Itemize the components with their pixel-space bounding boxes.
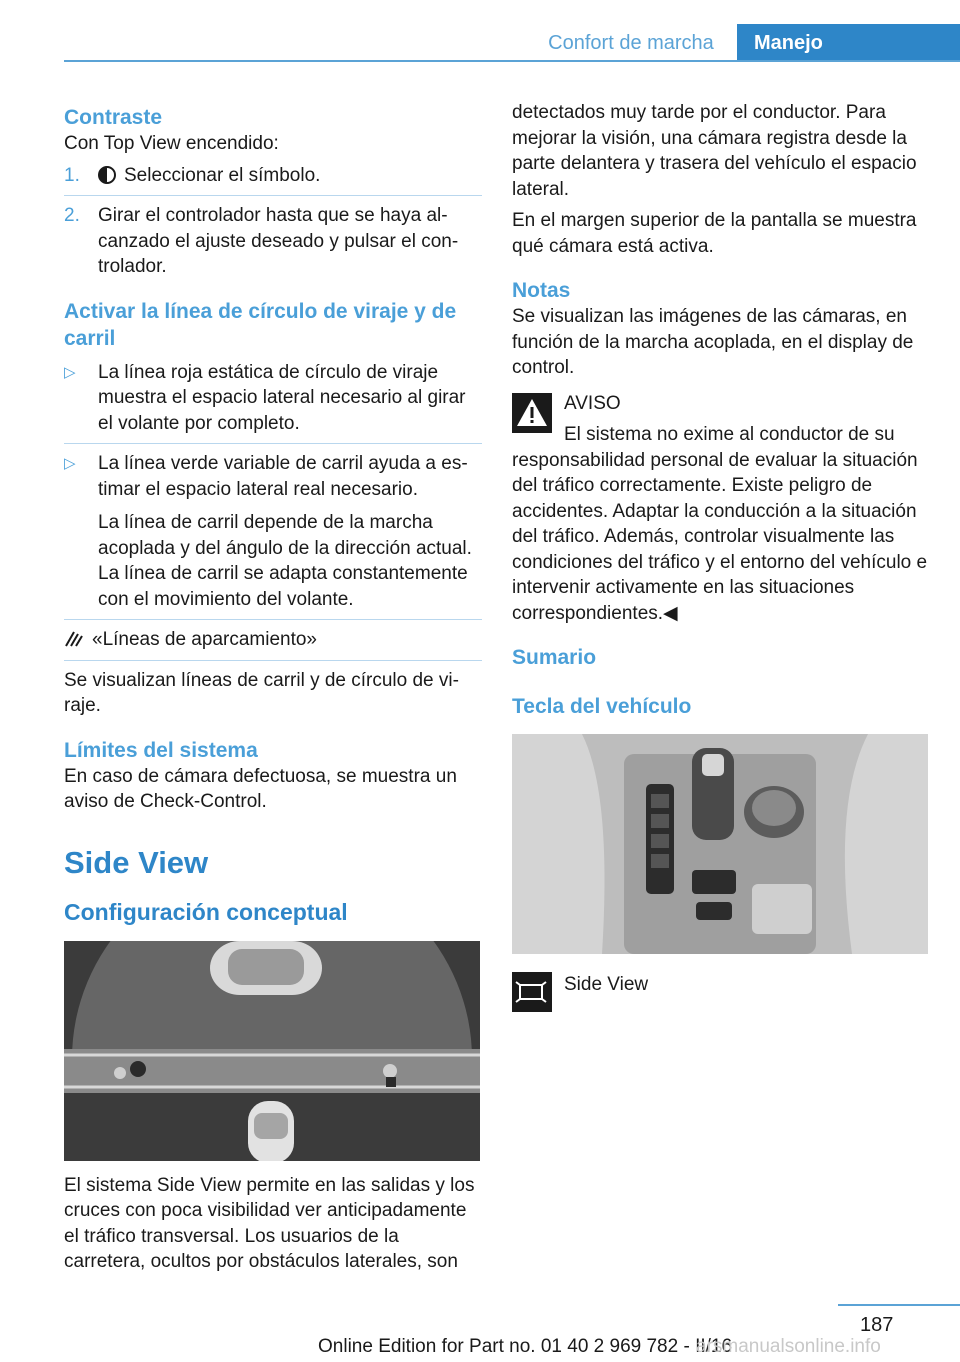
concept-heading: Configuración conceptual xyxy=(64,898,348,925)
contrast-icon xyxy=(98,166,116,184)
parking-lines-label: «Líneas de aparcamiento» xyxy=(92,629,317,650)
concept-illustration xyxy=(64,941,480,1161)
parking-lines-icon xyxy=(64,629,84,647)
divider xyxy=(64,619,482,620)
limits-text: En caso de cámara defectuosa, se muestra un aviso de Check-Control. xyxy=(64,765,457,812)
triangle-bullet-icon: ▷ xyxy=(64,455,76,472)
bullet-item xyxy=(64,451,482,612)
section-tab[interactable]: Confort de marcha xyxy=(548,32,714,54)
step-text: Seleccionar el símbolo. xyxy=(124,164,321,186)
step-text: Girar el controlador hasta que se haya alcanzado el ajuste deseado y pulsar el controlador. xyxy=(98,205,459,277)
watermark: arsmanualsonline.info xyxy=(696,1336,881,1357)
warning-triangle-icon xyxy=(512,393,552,433)
contraste-intro: Con Top View encendido: xyxy=(64,133,279,154)
footer-rule xyxy=(838,1304,960,1306)
side-view-heading: Side View xyxy=(64,844,209,880)
chapter-tab[interactable]: Manejo xyxy=(737,24,960,62)
left-column xyxy=(64,104,482,1275)
notes-text: Se visualizan las imágenes de las cámaras, en función de la marcha acoplada, en el display de control. xyxy=(512,306,914,378)
warning-block xyxy=(512,391,932,627)
parking-lines-row xyxy=(64,627,482,653)
divider xyxy=(64,660,482,661)
summary-heading: Sumario xyxy=(512,646,597,669)
parking-lines-note: Se visualizan líneas de carril y de círculo de viraje. xyxy=(64,669,459,716)
console-photo xyxy=(512,734,928,954)
limits-heading: Límites del sistema xyxy=(64,738,258,762)
side-view-key-row xyxy=(512,970,932,1014)
step-number: 1. xyxy=(64,164,80,186)
right-column xyxy=(512,100,932,1014)
warning-label: AVISO xyxy=(564,392,621,414)
page-number: 187 xyxy=(860,1314,894,1336)
lines-heading: Activar la línea de círculo de viraje y de carril xyxy=(64,299,457,350)
divider xyxy=(64,195,482,196)
vehicle-key-heading: Tecla del vehículo xyxy=(512,695,692,718)
continued-text: detectados muy tarde por el conductor. Para mejorar la visión, una cámara registra desde la parte delantera y trasera del vehículo el espacio lateral. xyxy=(512,102,917,200)
side-view-key-label: Side View xyxy=(564,974,649,995)
divider xyxy=(64,443,482,444)
triangle-bullet-icon: ▷ xyxy=(64,363,76,381)
warning-text: El sistema no exime al conductor de su responsabilidad personal de evaluar la situación del tráfico correctamente. Existe peligro de accidentes. Adaptar la conducción a la situación del tráfico. Además, controlar visualmente las condiciones del tráfico y el entorno del vehículo e intervenir activamente en las situaciones correspondientes.◀ xyxy=(512,424,928,624)
notes-heading: Notas xyxy=(512,279,571,302)
contraste-heading: Contraste xyxy=(64,106,163,129)
concept-text: El sistema Side View permite en las salidas y los cruces con poca visibilidad ver anticipadamente el tráfico transversal. Los usuarios de la carretera, ocultos por obstáculos laterales, son xyxy=(64,1174,475,1272)
bullet-text: La línea roja estática de círculo de viraje muestra el espacio lateral necesario al girar el volante por completo. xyxy=(98,361,466,434)
bullet-item xyxy=(64,360,482,437)
side-view-camera-icon xyxy=(512,972,552,1012)
bullet-extra-text: La línea de carril depende de la marcha acoplada y del ángulo de la dirección actual. La línea de carril se adapta constantemente con el movimiento del volante. xyxy=(98,512,472,610)
edition-text: Online Edition for Part no. 01 40 2 969 782 - II/16 xyxy=(318,1336,733,1357)
step-number: 2. xyxy=(64,205,80,226)
step-item xyxy=(64,163,482,189)
bullet-text: La línea verde variable de carril ayuda a estimar el espacio lateral real necesario. xyxy=(98,453,468,500)
camera-active-text: En el margen superior de la pantalla se muestra qué cámara está activa. xyxy=(512,210,917,257)
step-item xyxy=(64,203,482,280)
header-rule xyxy=(64,60,960,62)
